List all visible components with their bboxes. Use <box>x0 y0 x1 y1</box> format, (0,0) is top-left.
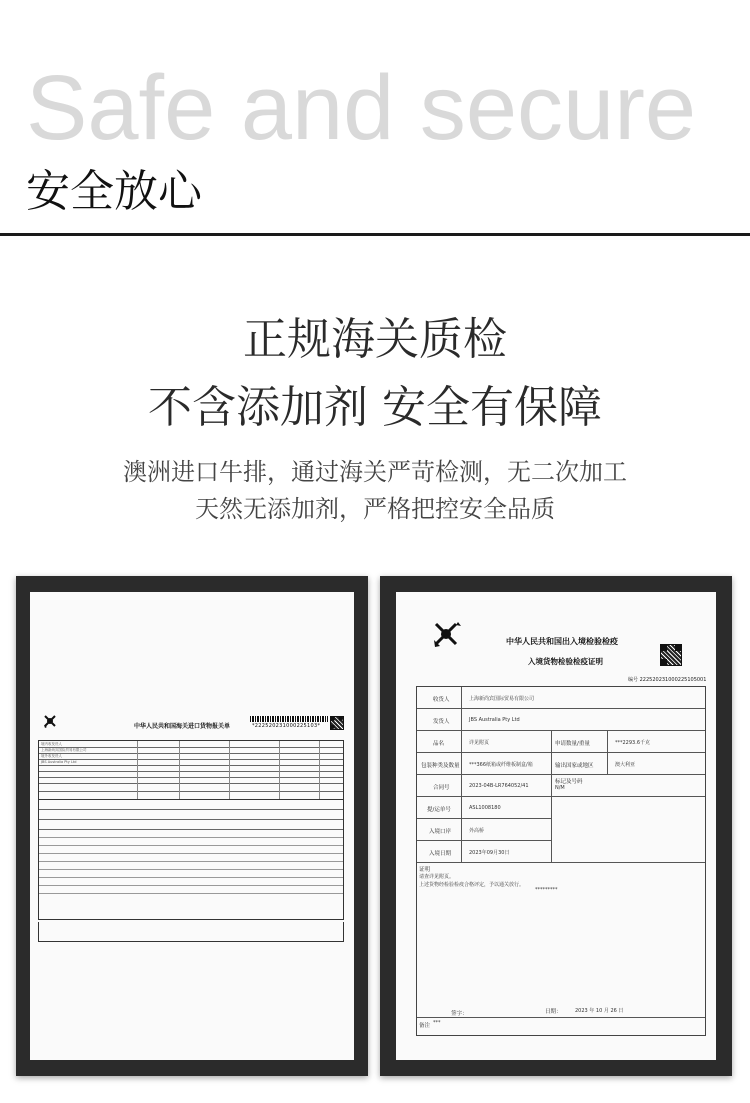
shipper-value: JBS Australia Pty Ltd <box>41 760 77 764</box>
cert-row-value: 2023年09月30日 <box>469 850 510 856</box>
cert-row-label: 申请数量/重量 <box>555 741 590 747</box>
customs-doc-number: *222520231000225103* <box>252 723 321 729</box>
cert-row-value: ***366纸箱或纤维板制盒/箱 <box>469 762 533 768</box>
cert-row-value: N/M <box>555 785 565 791</box>
cert-row-bill <box>417 797 551 819</box>
certificate-number-label: 编号 <box>628 677 639 683</box>
cert-row-label: 入境口岸 <box>429 829 452 835</box>
cert-row-value: ASL1008180 <box>469 805 501 811</box>
qr-code-icon <box>660 644 682 666</box>
certificate-subtitle: 入境货物检验检疫证明 <box>528 657 603 666</box>
cert-row-label: 标记及号码 <box>555 779 583 785</box>
cert-row-label: 收货人 <box>433 697 450 703</box>
remarks-value: *** <box>433 1020 441 1026</box>
customs-document <box>30 592 354 1060</box>
cert-row-value: 详见附页 <box>469 740 490 746</box>
customs-footer <box>38 922 344 942</box>
remarks-divider <box>417 1017 705 1018</box>
customs-document-frame <box>16 576 368 1076</box>
certificate-table <box>416 686 706 1036</box>
certificate-number <box>628 676 706 683</box>
customs-doc-title: 中华人民共和国海关进口货物报关单 <box>134 723 231 730</box>
proof-label: 证明 <box>419 867 431 873</box>
cert-row-label: 输出国家或地区 <box>555 763 594 769</box>
cert-row-value: 外高桥 <box>469 828 485 834</box>
sign-label: 签字： <box>451 1011 468 1017</box>
certificate-number-value: 222520231000225105001 <box>639 677 707 683</box>
remarks-label: 备注 <box>419 1023 431 1029</box>
hero-divider <box>0 233 750 236</box>
shipper-label: 境外收发货人 <box>41 754 62 758</box>
date-label: 日期： <box>545 1009 562 1015</box>
inspection-emblem-icon <box>432 620 462 648</box>
hero-title-en: Safe and secure <box>26 57 697 159</box>
certificate-document-frame <box>380 576 732 1076</box>
cert-row-value: JBS Australia Pty Ltd <box>469 717 520 723</box>
cert-row-port <box>417 819 551 841</box>
headline-line-1: 正规海关质检 <box>243 314 507 365</box>
barcode-icon <box>250 716 328 722</box>
headline-line-2: 不含添加剂 安全有保障 <box>148 382 602 433</box>
consignee-label: 境内收发货人 <box>41 742 62 746</box>
cert-row-label: 发货人 <box>433 719 450 725</box>
hero-title-cn: 安全放心 <box>26 166 202 217</box>
cert-row-label: 包装种类及数量 <box>421 763 460 769</box>
cert-row-label: 合同号 <box>433 785 450 791</box>
proof-line-1: 请查详见附页。 <box>419 874 455 880</box>
customs-emblem-icon <box>42 713 58 729</box>
subtext-line-2: 天然无添加剂，严格把控安全品质 <box>195 495 555 523</box>
cert-row-label: 品名 <box>433 741 445 747</box>
cert-row-label: 提/运单号 <box>427 807 451 813</box>
proof-line-2: 上述货物经检验检疫合格评定，予以通关放行。 <box>419 882 525 888</box>
cert-row-value: 2023-04B-LR764052/41 <box>469 783 529 789</box>
cert-row-value: 上海新尚宾国际贸易有限公司 <box>469 696 535 702</box>
cert-row-value: 澳大利亚 <box>615 762 636 768</box>
cert-row-label: 入境日期 <box>429 851 452 857</box>
date-value: 2023 年 10 月 26 日 <box>575 1008 624 1014</box>
qr-code-icon <box>330 716 344 730</box>
consignee-value: 上海新尚宾国际贸易有限公司 <box>41 748 87 752</box>
cert-row-value: ***2293.6千克 <box>615 740 650 746</box>
customs-table <box>38 740 344 920</box>
subtext-line-1: 澳洲进口牛排，通过海关严苛检测，无二次加工 <box>123 458 627 486</box>
proof-stars: ********* <box>535 887 558 893</box>
certificate-document <box>396 592 716 1060</box>
certificate-title: 中华人民共和国出入境检验检疫 <box>506 637 618 646</box>
